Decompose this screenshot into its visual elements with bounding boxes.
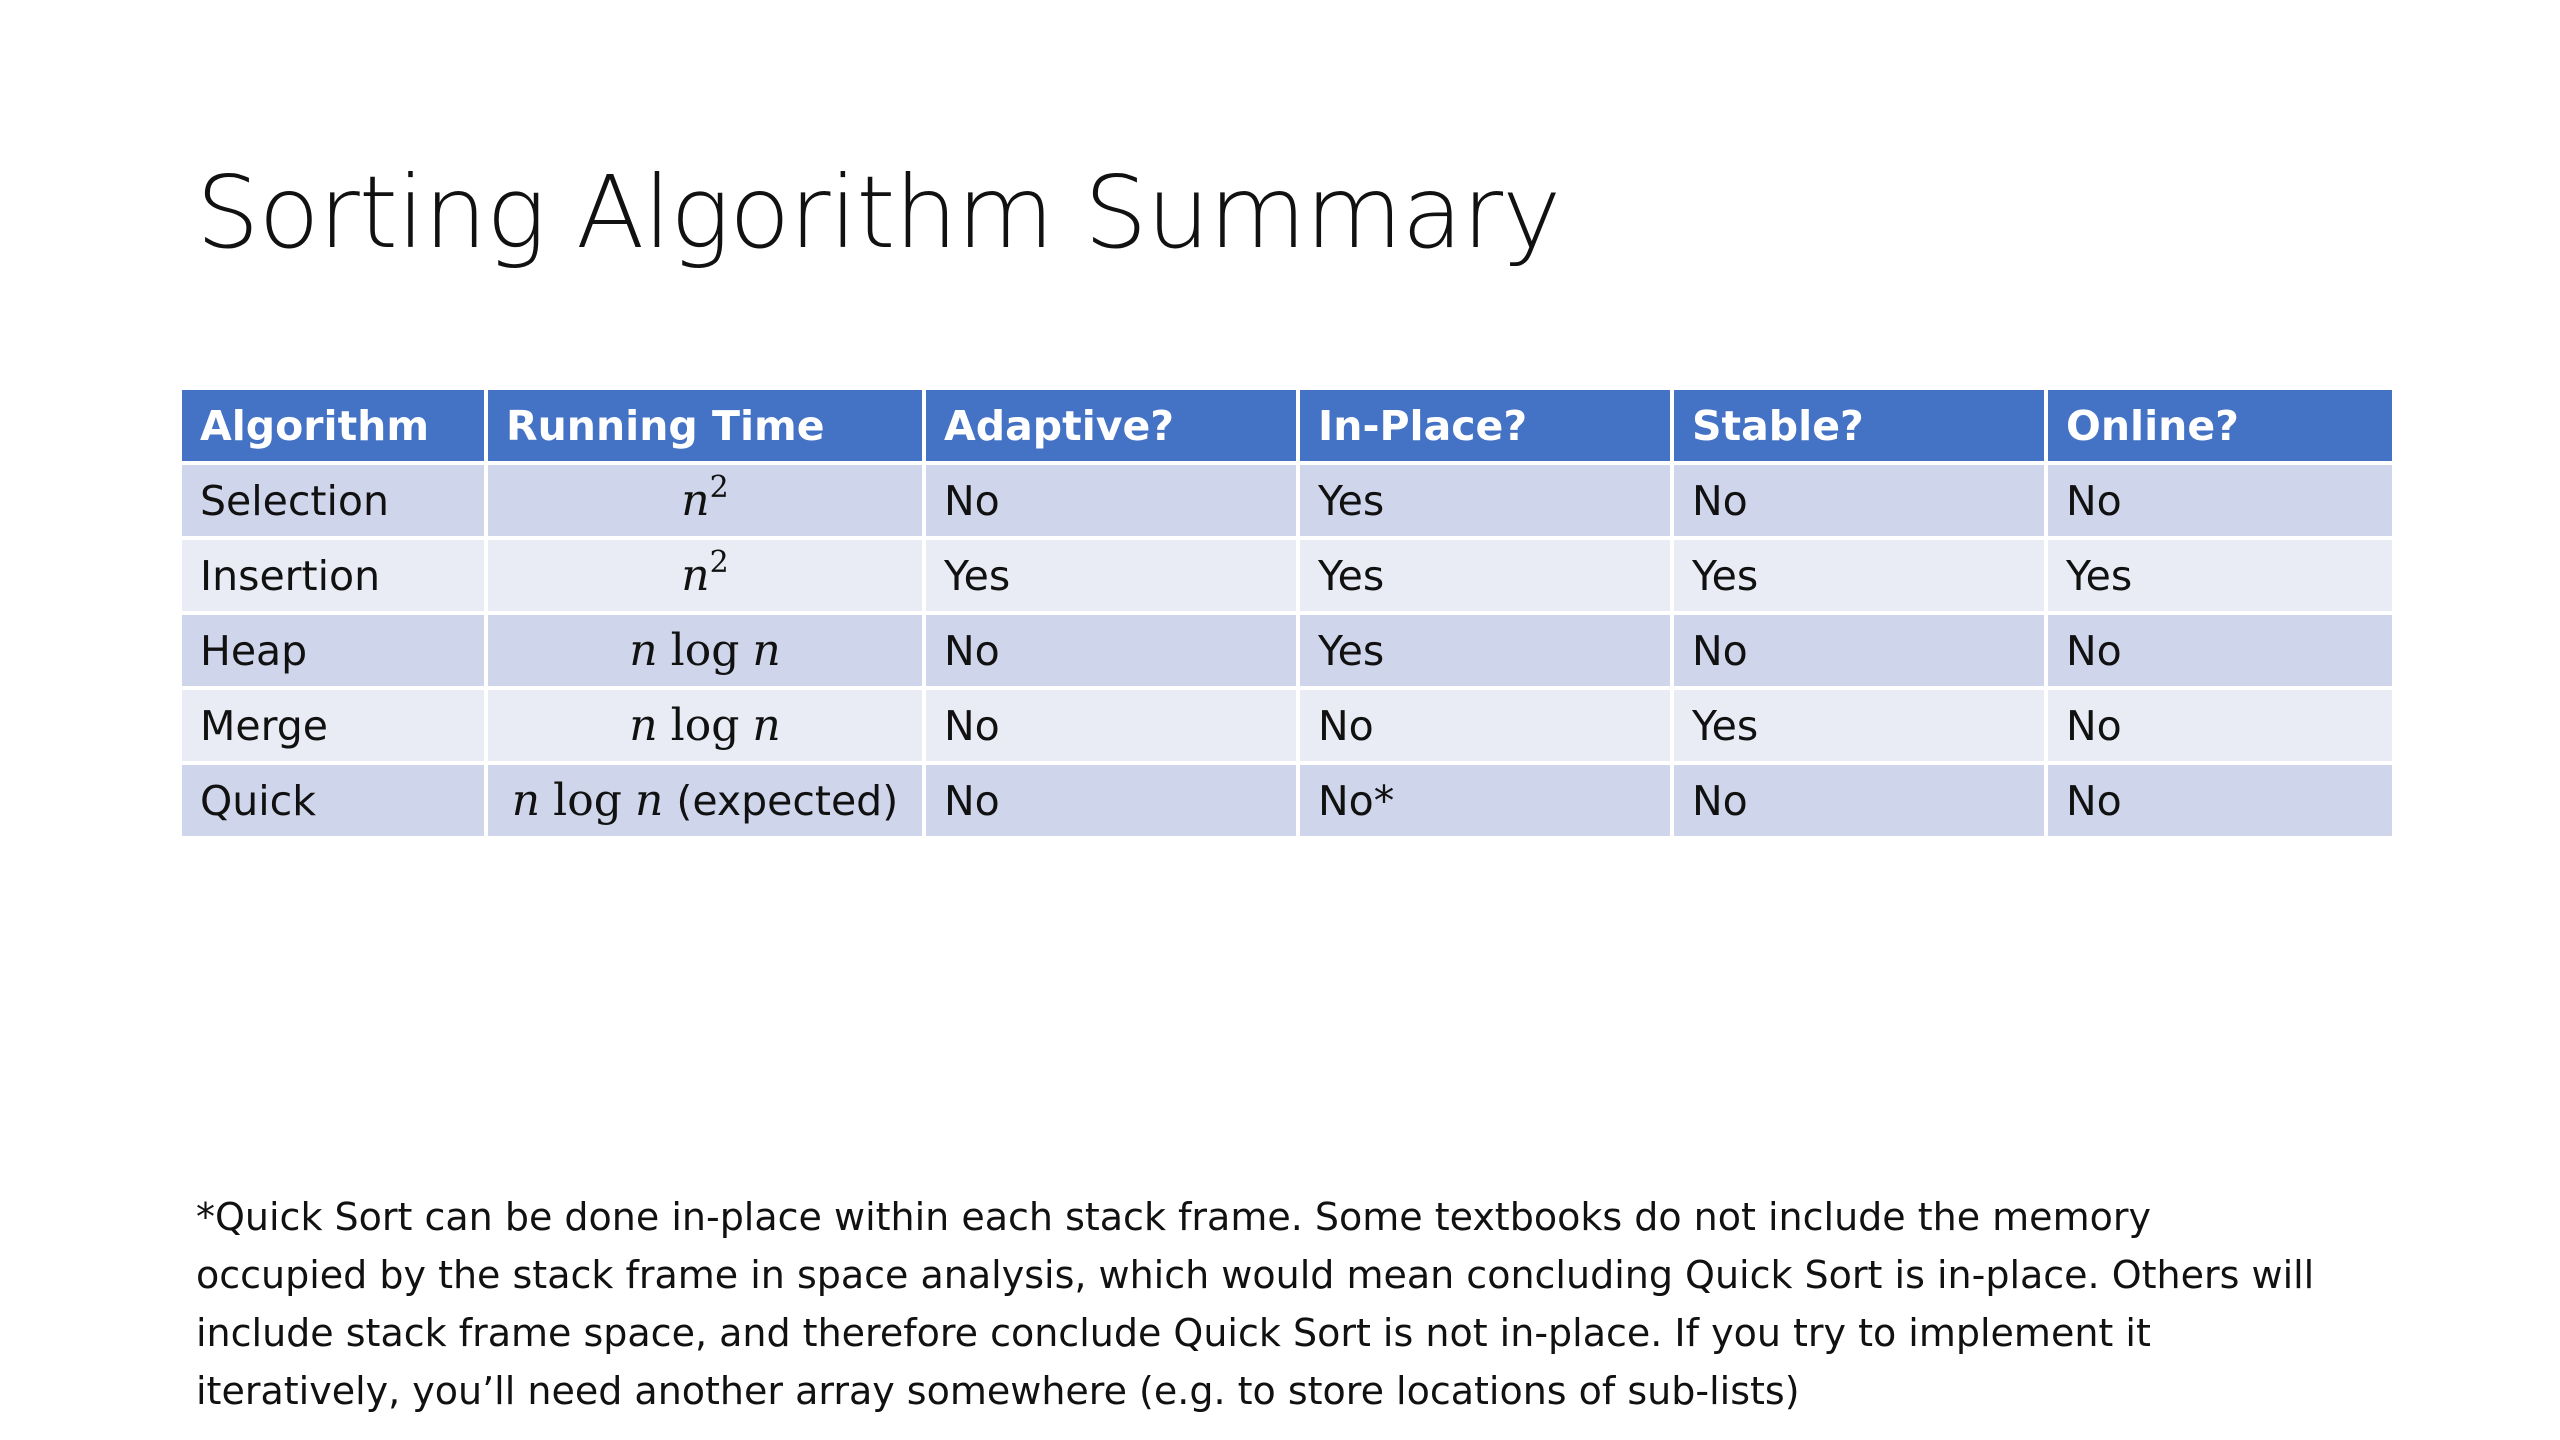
in-place-cell: Yes xyxy=(1298,463,1672,538)
running-time-cell xyxy=(486,538,924,613)
footnote-line: *Quick Sort can be done in-place within each stack frame. Some textbooks do not include the memory xyxy=(196,1195,2151,1239)
header-in-place: In-Place? xyxy=(1298,388,1672,463)
header-running-time: Running Time xyxy=(486,388,924,463)
running-time-cell xyxy=(486,688,924,763)
running-time-var: n xyxy=(634,775,664,826)
running-time-log: log xyxy=(670,625,740,676)
in-place-cell: No xyxy=(1298,688,1672,763)
table-row xyxy=(180,763,2394,838)
running-time-exponent: 2 xyxy=(709,545,729,580)
running-time-var: $n^2$ xyxy=(681,470,729,526)
footnote-line: iteratively, you’ll need another array somewhere (e.g. to store locations of sub-lists) xyxy=(196,1369,1800,1413)
online-cell: No xyxy=(2046,688,2394,763)
table-row xyxy=(180,463,2394,538)
summary-table xyxy=(178,386,2396,840)
adaptive-cell: No xyxy=(924,688,1298,763)
running-time-var: n xyxy=(511,775,541,826)
header-stable: Stable? xyxy=(1672,388,2046,463)
slide-title: Sorting Algorithm Summary xyxy=(196,154,1561,271)
algorithm-cell: Quick xyxy=(180,763,486,838)
in-place-cell: Yes xyxy=(1298,613,1672,688)
online-cell: No xyxy=(2046,613,2394,688)
running-time-var: n xyxy=(752,625,781,676)
running-time-var: n xyxy=(629,700,658,751)
running-time-cell xyxy=(486,463,924,538)
running-time-var: n xyxy=(629,625,658,676)
running-time-exponent: 2 xyxy=(709,470,729,505)
stable-cell: No xyxy=(1672,763,2046,838)
in-place-cell: No* xyxy=(1298,763,1672,838)
running-time-var: $n^2$ xyxy=(681,545,729,601)
table-header-row xyxy=(180,388,2394,463)
algorithm-cell: Merge xyxy=(180,688,486,763)
table-row xyxy=(180,688,2394,763)
online-cell: Yes xyxy=(2046,538,2394,613)
stable-cell: Yes xyxy=(1672,538,2046,613)
running-time-var: n xyxy=(752,700,781,751)
header-algorithm: Algorithm xyxy=(180,388,486,463)
adaptive-cell: No xyxy=(924,463,1298,538)
running-time-cell xyxy=(486,763,924,838)
adaptive-cell: No xyxy=(924,763,1298,838)
in-place-cell: Yes xyxy=(1298,538,1672,613)
footnote xyxy=(196,1188,2436,1420)
algorithm-cell: Heap xyxy=(180,613,486,688)
adaptive-cell: No xyxy=(924,613,1298,688)
adaptive-cell: Yes xyxy=(924,538,1298,613)
footnote-line: include stack frame space, and therefore conclude Quick Sort is not in-place. If you try to implement it xyxy=(196,1311,2151,1355)
table-row xyxy=(180,613,2394,688)
online-cell: No xyxy=(2046,463,2394,538)
algorithm-cell: Insertion xyxy=(180,538,486,613)
running-time-log: log xyxy=(670,700,740,751)
header-online: Online? xyxy=(2046,388,2394,463)
stable-cell: Yes xyxy=(1672,688,2046,763)
running-time-note: (expected) xyxy=(676,777,899,825)
table-row xyxy=(180,538,2394,613)
footnote-line: occupied by the stack frame in space analysis, which would mean concluding Quick Sort is in-place. Others will xyxy=(196,1253,2315,1297)
stable-cell: No xyxy=(1672,463,2046,538)
stable-cell: No xyxy=(1672,613,2046,688)
running-time-log: log xyxy=(553,775,622,826)
header-adaptive: Adaptive? xyxy=(924,388,1298,463)
running-time-cell xyxy=(486,613,924,688)
online-cell: No xyxy=(2046,763,2394,838)
algorithm-cell: Selection xyxy=(180,463,486,538)
